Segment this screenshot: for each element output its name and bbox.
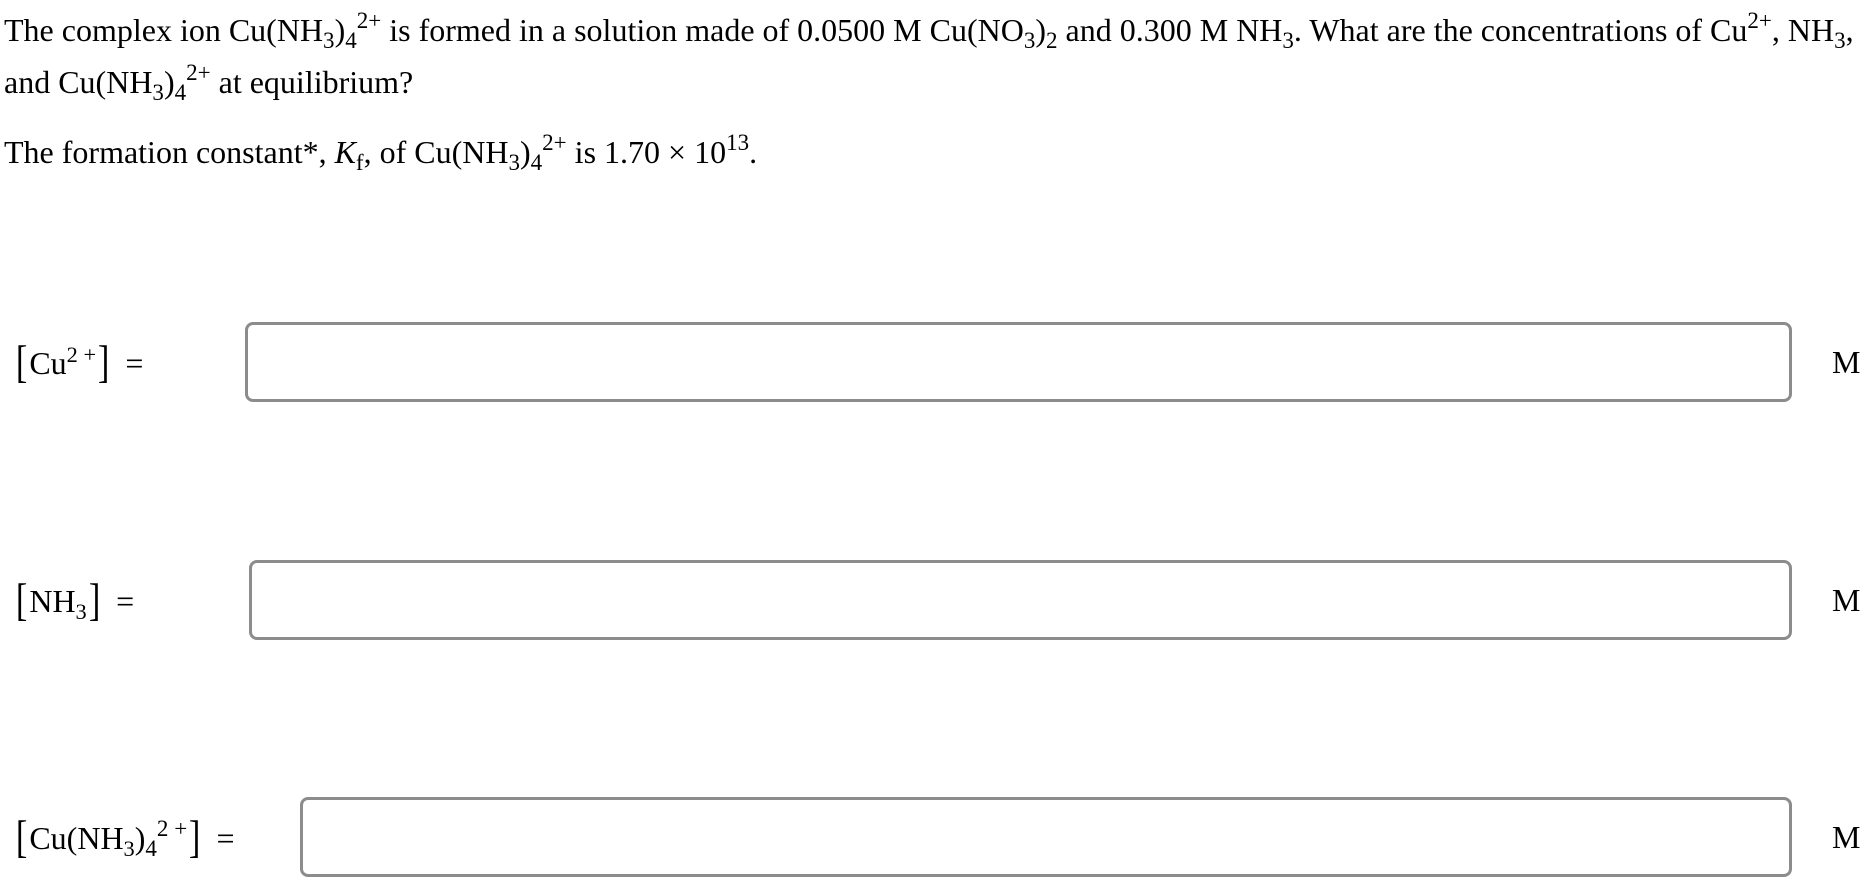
unit-label: M xyxy=(1832,344,1861,380)
unit-label: M xyxy=(1832,582,1861,618)
formation-constant-text: The formation constant*, $K_f$, of $Cu(NH_3)_4^{2+}$ is $1.70 \times 10^{13}$. xyxy=(4,129,758,175)
nh3-concentration-input[interactable] xyxy=(249,560,1792,640)
question-text: The complex ion $Cu(NH_3)_4^{2+}$ is formed in a solution made of 0.0500 M $Cu(NO_3)_2$ and 0.300 M $NH_3$. What are the concentrations of $Cu^{2+}$, $NH_3$, and $Cu(NH_3)_4^{2+}$ at equilibrium? xyxy=(4,7,1854,105)
problem-statement xyxy=(4,4,1864,178)
cu-ion-label: $[Cu^{2 +}]$ = xyxy=(15,336,144,387)
answer-row-cu xyxy=(0,322,1872,408)
cu-ion-concentration-input[interactable] xyxy=(245,322,1792,402)
complex-ion-label: $[Cu(NH_3)_4^{2 +}]$ = xyxy=(15,811,235,862)
answer-row-nh3 xyxy=(0,560,1872,646)
complex-ion-concentration-input[interactable] xyxy=(300,797,1792,877)
nh3-label: $[NH_3]$ = xyxy=(15,574,135,625)
answer-row-complex-ion xyxy=(0,797,1872,883)
unit-label: M xyxy=(1832,819,1861,855)
